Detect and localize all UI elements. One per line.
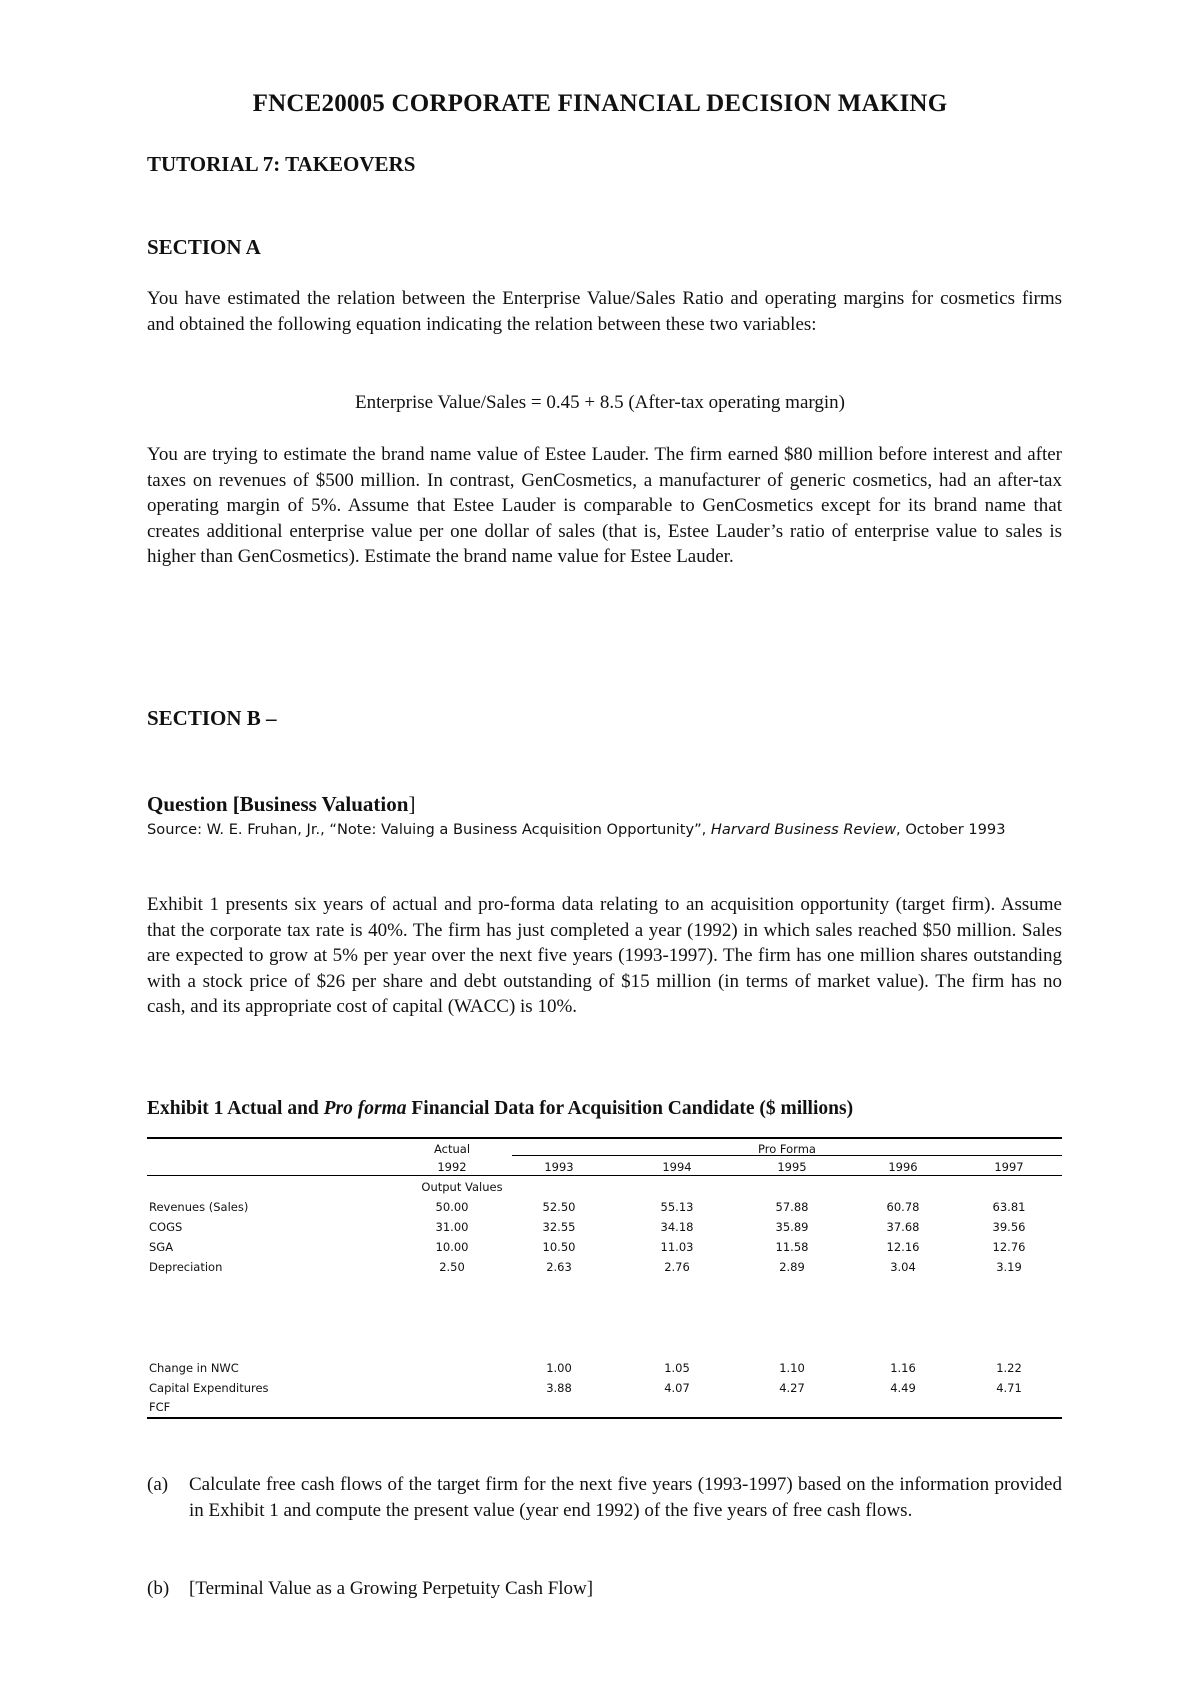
section-a-heading: SECTION A: [147, 235, 261, 259]
source-citation: [147, 818, 1062, 841]
table-cell: 2.76: [664, 1260, 690, 1274]
question-b-marker: (b): [147, 1578, 170, 1599]
table-cell: 63.81: [992, 1200, 1026, 1214]
table-cell: 2.89: [779, 1260, 805, 1274]
table-cell: 37.68: [886, 1220, 920, 1234]
table-cell: 31.00: [435, 1220, 469, 1234]
question-a: [147, 1472, 1062, 1523]
table-cell: 1.16: [890, 1361, 916, 1375]
table-cell: 3.88: [546, 1381, 572, 1395]
header-rule: [147, 1175, 1062, 1176]
question-b-text: [Terminal Value as a Growing Perpetuity Cash Flow]: [189, 1578, 594, 1599]
section-b-body: Exhibit 1 presents six years of actual and pro-forma data relating to an acquisition opportunity (target firm). Assume that the corporate tax rate is 40%. The firm has just completed a year (1992) in which sales reached $50 million. Sales are expected to grow at 5% per year over the next five years (1993-1997). The firm has one million shares outstanding with a stock price of $26 per share and debt outstanding of $15 million (in terms of market value). The firm has no cash, and its appropriate cost of capital (WACC) is 10%.: [147, 894, 1062, 1017]
table-cell: 1.10: [779, 1361, 805, 1375]
table-cell: 4.27: [779, 1381, 805, 1395]
table-cell: 12.76: [992, 1240, 1026, 1254]
question-heading-bold: Question [Business Valuation: [147, 792, 409, 816]
exhibit-title-italic: Pro forma: [323, 1098, 407, 1119]
row-label-sga: SGA: [149, 1240, 174, 1254]
table-cell: 52.50: [542, 1200, 576, 1214]
table-cell: 1.05: [664, 1361, 690, 1375]
source-suffix: , October 1993: [896, 821, 1006, 838]
table-cell: 55.13: [660, 1200, 694, 1214]
table-bottom-rule: [147, 1417, 1062, 1419]
question-heading-bracket: ]: [408, 792, 416, 816]
group-header-actual: Actual: [433, 1142, 471, 1156]
question-heading: [147, 792, 415, 817]
question-a-text: Calculate free cash flows of the target firm for the next five years (1993-1997) based on the information provided in Exhibit 1 and compute the present value (year end 1992) of the five years of free cash flows.: [189, 1474, 1062, 1521]
exhibit-title-suffix: Financial Data for Acquisition Candidate ($ millions): [406, 1098, 854, 1119]
exhibit-title: [147, 1098, 853, 1120]
table-cell: 39.56: [992, 1220, 1026, 1234]
table-cell: 1.00: [546, 1361, 572, 1375]
table-cell: 10.50: [542, 1240, 576, 1254]
table-top-rule: [147, 1137, 1062, 1139]
source-journal: Harvard Business Review: [710, 821, 897, 838]
year-header: 1994: [662, 1160, 692, 1174]
table-cell: 34.18: [660, 1220, 694, 1234]
exhibit-title-prefix: Exhibit 1 Actual and: [147, 1098, 324, 1119]
table-cell: 4.71: [996, 1381, 1022, 1395]
table-cell: 32.55: [542, 1220, 576, 1234]
exhibit-table: [147, 1137, 1062, 1419]
year-header: 1995: [777, 1160, 807, 1174]
tutorial-heading: TUTORIAL 7: TAKEOVERS: [147, 152, 416, 176]
year-header: 1993: [544, 1160, 574, 1174]
table-cell: 1.22: [996, 1361, 1022, 1375]
table-cell: 35.89: [775, 1220, 809, 1234]
year-header: 1996: [888, 1160, 918, 1174]
year-header: 1997: [994, 1160, 1024, 1174]
source-prefix: Source: W. E. Fruhan, Jr., “Note: Valuing a Business Acquisition Opportunity”,: [147, 821, 711, 838]
table-cell: 4.49: [890, 1381, 916, 1395]
row-label-fcf: FCF: [149, 1400, 171, 1414]
table-cell: 3.04: [890, 1260, 916, 1274]
table-cell: 3.19: [996, 1260, 1022, 1274]
table-cell: 12.16: [886, 1240, 920, 1254]
row-label-revenues: Revenues (Sales): [149, 1200, 249, 1214]
regression-equation: Enterprise Value/Sales = 0.45 + 8.5 (After-tax operating margin): [355, 392, 845, 413]
table-cell: 50.00: [435, 1200, 469, 1214]
document-title: FNCE20005 CORPORATE FINANCIAL DECISION MAKING: [252, 90, 948, 117]
row-label-change-nwc: Change in NWC: [149, 1361, 239, 1375]
section-b-heading: SECTION B –: [147, 706, 277, 730]
row-label-capex: Capital Expenditures: [149, 1381, 269, 1395]
question-a-marker: (a): [147, 1474, 169, 1495]
row-label-depreciation: Depreciation: [149, 1260, 223, 1274]
table-cell: 4.07: [664, 1381, 690, 1395]
year-header: 1992: [437, 1160, 467, 1174]
output-values-subheader: Output Values: [421, 1180, 503, 1194]
table-cell: 2.50: [439, 1260, 465, 1274]
table-cell: 11.03: [660, 1240, 694, 1254]
section-a-intro: You have estimated the relation between the Enterprise Value/Sales Ratio and operating margins for cosmetics firms and obtained the following equation indicating the relation between these two variables:: [147, 288, 1062, 335]
table-cell: 2.63: [546, 1260, 572, 1274]
row-label-cogs: COGS: [149, 1220, 183, 1234]
group-header-proforma: Pro Forma: [758, 1142, 816, 1156]
table-cell: 60.78: [886, 1200, 920, 1214]
table-cell: 57.88: [775, 1200, 809, 1214]
table-cell: 11.58: [775, 1240, 809, 1254]
section-a-body: You are trying to estimate the brand name value of Estee Lauder. The firm earned $80 million before interest and after taxes on revenues of $500 million. In contrast, GenCosmetics, a manufacturer of generic cosmetics, had an after-tax operating margin of 5%. Assume that Estee Lauder is comparable to GenCosmetics except for its brand name that creates additional enterprise value per one dollar of sales (that is, Estee Lauder’s ratio of enterprise value to sales is higher than GenCosmetics). Estimate the brand name value for Estee Lauder.: [147, 444, 1062, 567]
table-cell: 10.00: [435, 1240, 469, 1254]
question-b: [147, 1576, 1062, 1602]
